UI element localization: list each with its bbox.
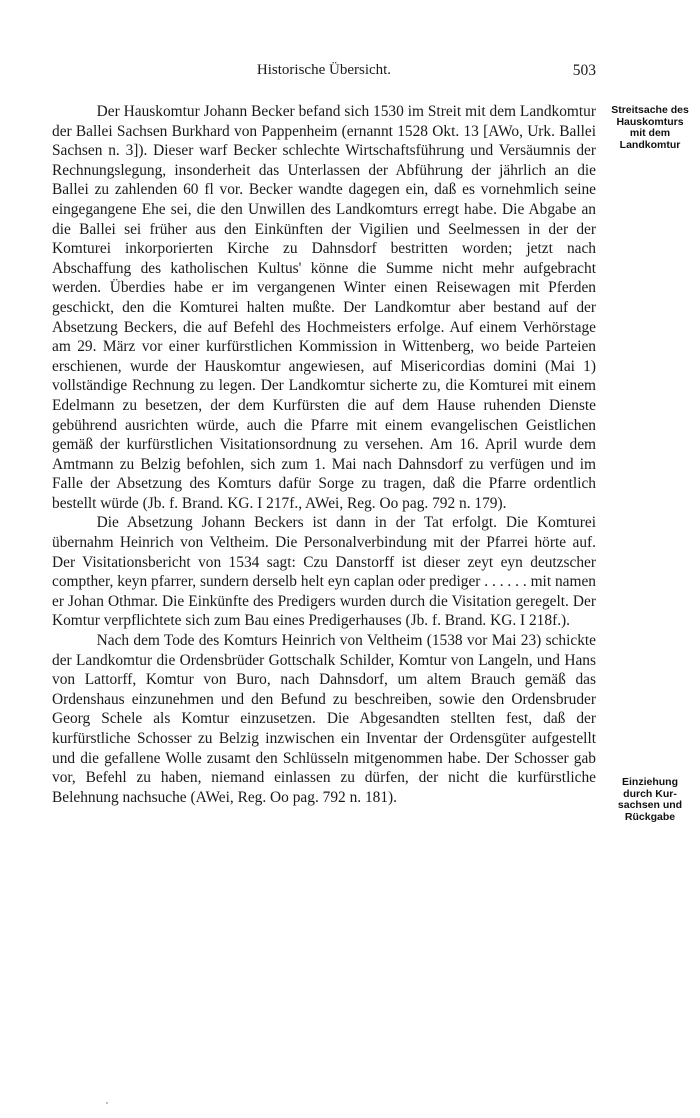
margin-note-line: Einziehung [622,776,678,788]
margin-note-line: durch Kur- [623,787,677,800]
margin-note-line: mit dem [629,127,671,139]
main-text [52,102,596,807]
margin-note-line: Streitsache des [611,104,689,116]
page-number: 503 [572,62,596,79]
margin-note-line: Hauskomturs [616,115,684,128]
margin-note-einziehung [604,777,696,823]
page-header [52,62,596,86]
margin-note-line: Landkomtur [619,138,681,151]
margin-note-line: sachsen und [617,799,683,811]
paragraph-streit: Der Hauskomtur Johann Becker befand sich 1530 im Streit mit dem Landkomtur der Ballei Sachsen Burkhard von Pappenheim (ernannt 1528 Okt. 13 [AWo, Urk. Ballei Sachsen n. 3]). Dieser warf Becker schlechte Wirtschaftsführung und Versäumnis der Rechnungslegung, insonderheit das Unterlassen der Abführung der jährlich an die Ballei zu zahlenden 60 fl vor. Becker wandte dagegen ein, daß es vornehmlich seine eingegangene Ehe sei, die den Unwillen des Landkomturs erregt habe. Die Abgabe an die Ballei sei früher aus den Einkünften der Vigilien und Seelmessen in der der Komturei inkorporierten Kirche zu Dahnsdorf bestritten worden; jetzt nach Abschaffung des katholischen Kultus' könne die Summe nicht mehr aufgebracht werden. Überdies habe er im vergangenen Winter einen Reisewagen mit Pferden geschickt, den die Komturei halten mußte. Der Landkomtur aber bestand auf der Absetzung Beckers, die auf Befehl des Hochmeisters erfolge. Auf einem Verhörstage am 29. März vor einer kurfürstlichen Kommission in Wittenberg, wo beide Parteien erschienen, wurde der Hauskomtur angewiesen, auf Misericordias domini (Mai 1) vollständige Rechnung zu legen. Der Landkomtur sicherte zu, die Komturei mit einem Edelmann zu besetzen, der dem Kurfürsten die auf dem Hause ruhenden Dienste gebührend ausrichten würde, auch die Pfarre mit einem evangelischen Geistlichen gemäß der kurfürstlichen Visitationsordnung zu versehen. Am 16. April wurde dem Amtmann zu Belzig befohlen, sich zum 1. Mai nach Dahnsdorf zu verfügen und im Falle der Absetzung des Komturs dafür Sorge zu tragen, daß die Pfarre ordentlich bestellt würde (Jb. f. Brand. KG. I 217f., AWei, Reg. Oo pag. 792 n. 179). [52,103,596,512]
running-title: Historische Übersicht. [256,62,392,78]
print-speck [106,1102,108,1104]
paragraph-absetzung: Die Absetzung Johann Beckers ist dann in der Tat erfolgt. Die Komturei übernahm Heinrich von Veltheim. Die Personalverbindung mit der Pfarrei hörte auf. Der Visitationsbericht von 1534 sagt: Czu Danstorff ist dieser zeyt eyn deutzscher compther, keyn pfarrer, sundern derselb helt eyn caplan oder prediger . . . . . . mit namen er Johan Othmar. Die Einkünfte des Predigers wurden durch die Visitation geregelt. Der Komtur verpflichtete sich zum Bau eines Predigerhauses (Jb. f. Brand. KG. I 218f.). [52,514,596,630]
margin-note-line: Rückgabe [624,810,676,823]
margin-note-streitsache [604,105,696,151]
paragraph-veltheim: Nach dem Tode des Komturs Heinrich von Veltheim (1538 vor Mai 23) schickte der Landkomtur die Ordensbrüder Gottschalk Schilder, Komtur von Langeln, und Hans von Lattorff, Komtur von Buro, nach Dahnsdorf, um altem Brauch gemäß das Ordenshaus einzunehmen und den Befund zu beschreiben, sowie den Ordensbruder Georg Schele als Komtur einzusetzen. Die Abgesandten stellten fest, daß der kurfürstliche Schosser zu Belzig inzwischen ein Inventar der Ordensgüter aufgestellt und die gefallene Wolle zusamt den Schlüsseln mitgenommen habe. Der Schosser gab vor, Befehl zu haben, niemand einlassen zu dürfen, der nicht die kurfürstliche Belehnung nachsuche (AWei, Reg. Oo pag. 792 n. 181). [52,632,596,806]
